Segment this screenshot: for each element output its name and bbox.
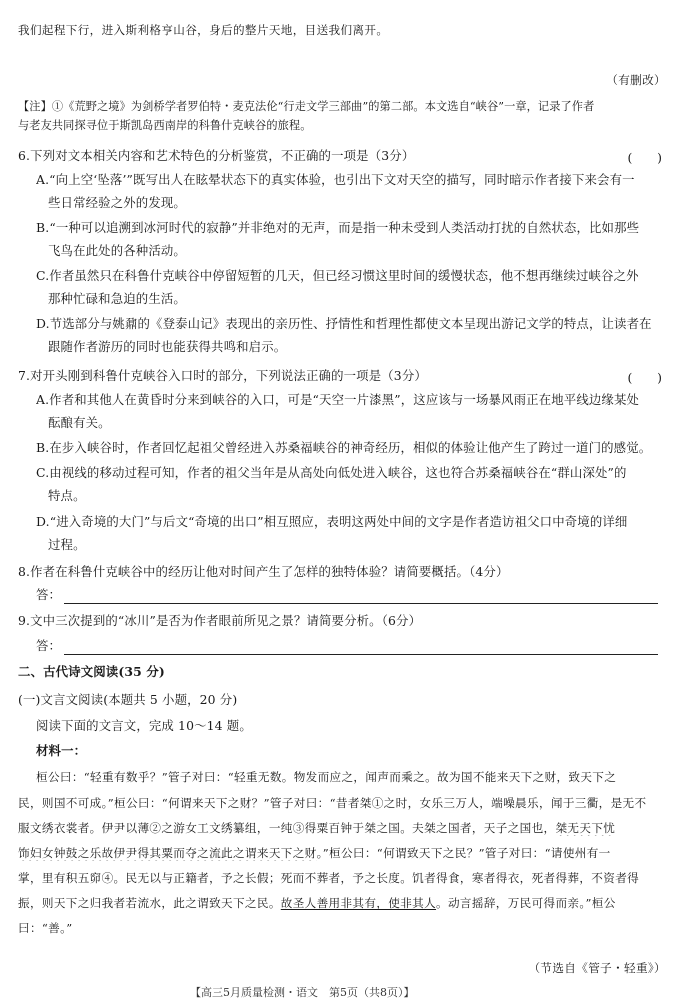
q9-answer-line[interactable] [64,654,658,655]
q7-answer-paren[interactable]: ( ) [627,370,662,385]
footnote-line-1: 【注】①《荒野之境》为剑桥学者罗伯特・麦克法伦“行走文学三部曲”的第二部。本文选自“峡谷”一章，记录了作者 [18,100,595,113]
q6-option-a: A.“向上空‘坠落’”既写出人在眩晕状态下的真实体验，也引出下文对天空的描写，同时暗示作者接下来会有一 [36,172,635,187]
material-one-label: 材料一： [36,743,87,758]
excerpt-source: （节选自《管子・轻重》） [528,961,666,975]
q7-option-b: B.在步入峡谷时，作者回忆起祖父曾经进入苏桑福峡谷的神奇经历，相似的体验让他产生了跨过一道门的感觉。 [36,440,652,455]
q7-stem: 7.对开头刚到科鲁什克峡谷入口时的部分，下列说法正确的一项是（3分） [18,368,427,383]
reading-instruction: 阅读下面的文言文，完成 10～14 题。 [36,718,252,733]
q6-option-b-cont: 飞鸟在此处的各种活动。 [48,243,186,258]
classical-line-6 [18,895,674,911]
q8-answer-line[interactable] [64,603,658,604]
q6-option-d: D.节选部分与姚鼐的《登泰山记》表现出的亲历性、抒情性和哲理性都使文本呈现出游记文学的特点，让读者在 [36,316,652,331]
q7-option-a: A.作者和其他人在黄昏时分来到峡谷的入口，可是“天空一片漆黑”，这应该与一场暴风雨正在地平线边缘某处 [36,392,640,407]
passage-end: 我们起程下行，进入斯利格亨山谷，身后的整片天地，目送我们离开。 [18,23,389,37]
classical-line-3-text: 服文绣衣裳者。伊尹以薄②之游女工文绣纂组，一纯③得粟百钟于桀之国。夫桀之国者，天子之国也， [18,821,556,835]
q6-answer-paren[interactable]: ( ) [627,150,662,165]
q7-option-d: D.“进入奇境的大门”与后文“奇境的出口”相互照应，表明这两处中间的文字是作者造访祖父口中奇境的详细 [36,514,628,529]
q9-stem: 9.文中三次提到的“冰川”是否为作者眼前所见之景？请简要分析。（6分） [18,613,422,628]
classical-line-7: 曰：“善。” [18,921,73,935]
classical-line-2: 民，则国不可成。”桓公曰：“何谓来天下之财？”管子对曰：“昔者桀①之时，女乐三万人，端噪晨乐，闻于三衢，是无不 [18,796,647,810]
classical-line-6-underlined: 故圣人善用非其有，使非其人 [280,896,437,910]
source-note: （有删改） [606,73,666,87]
classical-line-1: 桓公曰：“轻重有数乎？”管子对曰：“轻重无数。物发而应之，闻声而乘之。故为国不能来天下之财，致天下之 [36,770,617,784]
q7-option-a-cont: 酝酿有关。 [48,415,111,430]
classical-line-4-text: 。”桓公曰：“何谓致天下之民？”管子对曰：“请使州有一 [316,846,611,860]
section-2-title: 二、古代诗文阅读(35 分) [18,664,165,679]
classical-line-5: 掌，里有积五窌④。民无以与正籍者，予之长假；死而不葬者，予之长度。饥者得食，寒者得衣，死者得葬，不资者得 [18,871,640,885]
q8-answer-label: 答： [36,587,62,602]
section-2-subtitle: (一)文言文阅读(本题共 5 小题，20 分) [18,692,238,707]
page-footer: 【高三5月质量检测・语文 第5页（共8页）】 [190,986,415,999]
classical-line-4 [18,845,674,861]
q6-stem: 6.下列对文本相关内容和艺术特色的分析鉴赏，不正确的一项是（3分） [18,148,415,163]
classical-line-6-text-b: 。动言摇辞，万民可得而亲。”桓公 [436,896,616,910]
q9-answer-label: 答： [36,638,62,653]
classical-line-3-wavy: 桀无天下忧 [555,821,616,835]
q8-stem: 8.作者在科鲁什克峡谷中的经历让他对时间产生了怎样的独特体验？请简要概括。（4分） [18,564,509,579]
q6-option-d-cont: 跟随作者游历的同时也能获得共鸣和启示。 [48,339,287,354]
q7-option-d-cont: 过程。 [48,537,86,552]
footnote-line-2: 与老友共同探寻位于斯凯岛西南岸的科鲁什克峡谷的旅程。 [18,119,312,132]
q6-option-b: B.“一种可以追溯到冰河时代的寂静”并非绝对的无声，而是指一种未受到人类活动打扰的自然状态，比如那些 [36,220,640,235]
classical-line-3 [18,820,674,836]
classical-line-6-text: 振，则天下之归我者若流水，此之谓致天下之民。 [18,896,281,910]
q6-option-a-cont: 些日常经验之外的发现。 [48,195,186,210]
classical-line-4-wavy: 饰妇女钟鼓之乐故伊尹得其粟而夺之流此之谓来天下之财 [18,846,317,860]
q6-option-c: C.作者虽然只在科鲁什克峡谷中停留短暂的几天，但已经习惯这里时间的缓慢状态，他不想再继续过峡谷之外 [36,268,639,283]
q6-option-c-cont: 那种忙碌和急迫的生活。 [48,291,186,306]
q7-option-c: C.由视线的移动过程可知，作者的祖父当年是从高处向低处进入峡谷，这也符合苏桑福峡谷在“群山深处”的 [36,465,627,480]
q7-option-c-cont: 特点。 [48,488,86,503]
